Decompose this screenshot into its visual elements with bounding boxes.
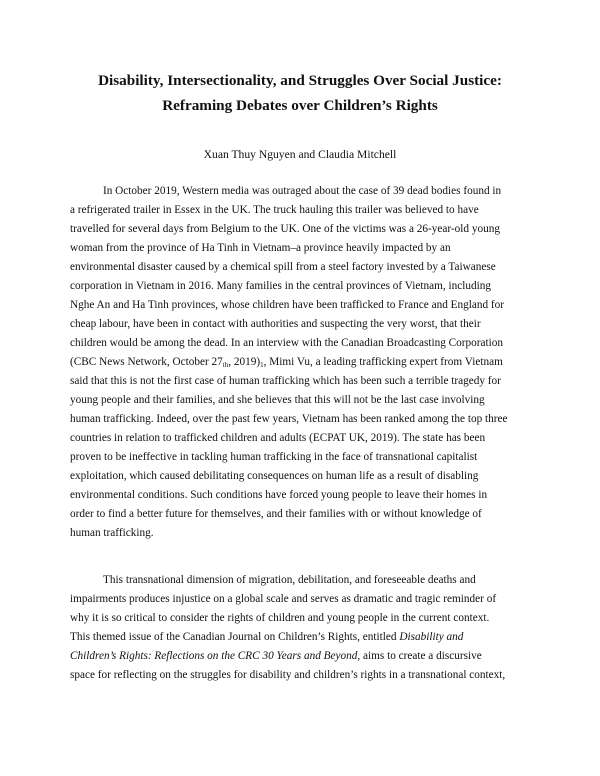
body-text-line: why it is so critical to consider the rights of children and young people in the current context. [70, 612, 490, 624]
body-text-line: countries in relation to trafficked children and adults (ECPAT UK, 2019). The state has been [70, 432, 486, 444]
body-text-line: children would be among the dead. In an interview with the Canadian Broadcasting Corporation [70, 337, 504, 349]
body-text-line: impairments produces injustice on a global scale and serves as dramatic and tragic reminder of [70, 593, 497, 605]
footnote-marker[interactable]: 1 [260, 361, 264, 369]
body-text-line: proven to be ineffective in tackling human trafficking in the face of transnational capitalist [70, 451, 478, 463]
body-text-line: a refrigerated trailer in Essex in the UK. The truck hauling this trailer was believed to have [70, 204, 479, 216]
body-text-line: woman from the province of Ha Tinh in Vietnam–a province heavily impacted by an [70, 242, 451, 254]
paper-authors: Xuan Thuy Nguyen and Claudia Mitchell [203, 148, 397, 161]
body-text-line: young people and their families, and she believes that this will not be the last case involving [70, 394, 485, 406]
body-text-line: order to find a better future for themselves, and their families with or without knowledge of [70, 508, 482, 520]
body-text-line-with-italic [70, 648, 482, 664]
body-text-line: space for reflecting on the struggles for disability and children’s rights in a transnational context, [70, 669, 506, 681]
body-text-line: travelled for several days from Belgium to the UK. One of the victims was a 26-year-old young [70, 223, 500, 235]
citation-text: , 2019) [228, 356, 261, 368]
ordinal-superscript: th [222, 361, 229, 369]
citation-text: (CBC News Network, October 27 [70, 356, 223, 368]
body-text-line: environmental conditions. Such conditions have forced young people to leave their homes in [70, 489, 488, 501]
body-text-line-with-superscripts [70, 354, 503, 370]
body-text-line: human trafficking. Indeed, over the past few years, Vietnam has been ranked among the top three [70, 413, 508, 425]
body-text-line: environmental disaster caused by a chemical spill from a steel factory invested by a Taiwanese [70, 261, 496, 273]
body-text: This themed issue of the Canadian Journal on Children’s Rights, entitled [70, 631, 400, 643]
body-text: , aims to create a discursive [357, 650, 482, 662]
body-text-line: said that this is not the first case of human trafficking which has been such a terrible tragedy for [70, 375, 501, 387]
issue-title-italic: Disability and [399, 631, 464, 643]
paper-title-line-1: Disability, Intersectionality, and Struggles Over Social Justice: [98, 72, 502, 89]
paper-title-line-2: Reframing Debates over Children’s Rights [162, 97, 438, 114]
body-text-line: human trafficking. [70, 527, 154, 539]
body-text-line: In October 2019, Western media was outraged about the case of 39 dead bodies found in [103, 185, 502, 197]
body-text: , Mimi Vu, a leading trafficking expert from Vietnam [263, 356, 503, 368]
body-text-line: This transnational dimension of migration, debilitation, and foreseeable deaths and [103, 574, 476, 586]
issue-title-italic: Children’s Rights: Reflections on the CRC 30 Years and Beyond [70, 650, 358, 662]
body-text-line: cheap labour, have been in contact with authorities and suspecting the very worst, that their [70, 318, 481, 330]
body-text-line: exploitation, which caused debilitating consequences on human life as a result of disabling [70, 470, 479, 482]
body-text-line: corporation in Vietnam in 2016. Many families in the central provinces of Vietnam, including [70, 280, 491, 292]
body-text-line-with-italic [70, 629, 463, 645]
body-text-line: Nghe An and Ha Tinh provinces, whose children have been trafficked to France and England for [70, 299, 505, 311]
